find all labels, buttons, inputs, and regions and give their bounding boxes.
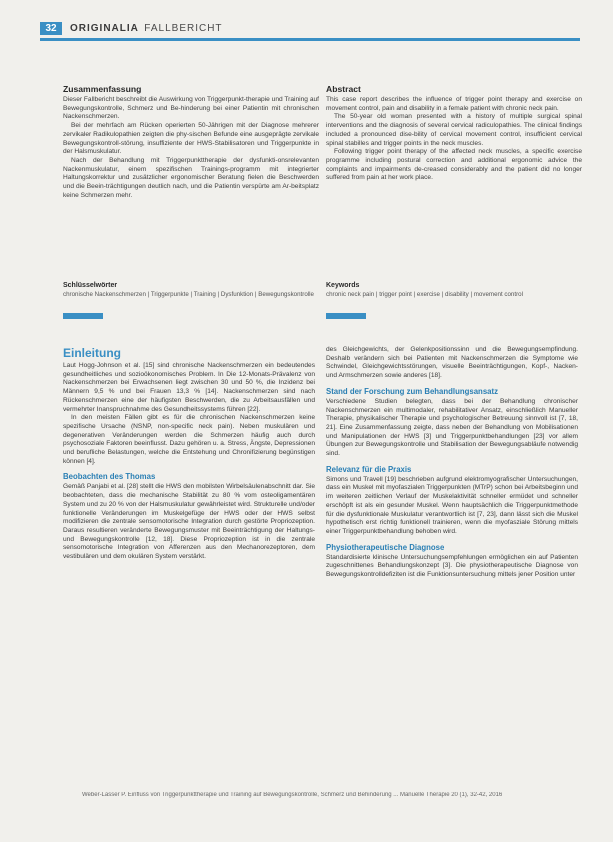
keywords-english [326, 282, 582, 300]
body-left-column [63, 346, 315, 562]
abstract-de-paragraph: Bei der mehrfach am Rücken operierten 50-Jährigen mit der Diagnose mehrerer zervikaler Radikulopathien zeigten die phy-sischen Befunde eine ausgeprägte zervikale Bewegungskontroll-störung, insuffiziente der HWS-Stabilisatoren und Triggerpunkte in der Halsmuskulatur. [63, 122, 319, 156]
body-paragraph: Gemäß Panjabi et al. [28] stellt die HWS den mobilsten Wirbelsäulenabschnitt dar. Sie beobachteten, dass die mechanische Stabilität zu 80 % vom osteoligamentären System und zu 20 % von der Halsmuskulatur gewährleistet wird. Strukturelle und/oder funktionelle Veränderungen im Muskelgefüge der HWS oder der HWS selbst modifizieren die zentrale sensomotorische Integration durch gestörte Propriozeption. Daraus resultieren veränderte Bewegungsmuster mit Beeinträchtigung der Haltungs- und Bewegungskontrolle [12, 18]. Diese Propriozeption ist in die zentrale sensomotorische Integration von Afferenzen aus den Mechanorezeptoren, dem vestibulären und dem okulären System verstärkt. [63, 483, 315, 561]
abstract-de-paragraph: Nach der Behandlung mit Triggerpunkttherapie der dysfunkti-onsrelevanten Nackenmuskulatur, einem spezifischen Trainings-programm mit integrierter Haltungskorrektur und zusätzlicher ergonomischer Beratung fielen die Beschwerden und die Beein-trächtigungen deutlich nach, und die Patientin verspürte am Ar-beitsplatz keine Schmerzen mehr. [63, 156, 319, 199]
body-paragraph: Laut Hogg-Johnson et al. [15] sind chronische Nackenschmerzen ein bedeutendes gesundheitliches und sozioökonomisches Problem. In Die 12-Monats-Prävalenz von Nackenschmerzen bei Erwachsenen liegt zwischen 30 und 50 %, die Inzidenz bei Männern 9,5 % und bei Frauen 13,3 % [14]. Nackenschmerzen sind nach Rückenschmerzen eine der häufigsten Beschwerden, die zu Arbeitsausfällen und vermehrter Inanspruchnahme des Gesundheitssystems führen [22]. [63, 362, 315, 413]
section-name: ORIGINALIA [70, 23, 139, 34]
separator-bar [326, 313, 366, 319]
section-label [70, 23, 223, 34]
body-paragraph: Simons und Travell [19] beschrieben aufgrund elektromyografischer Untersuchungen, dass ein Muskel mit myofaszialen Triggerpunkten (MTrP) schon bei Arbeitsbeginn und im weiteren zeitlichen Verlauf der Muskelaktivität schneller ermüdet und schneller erschöpft ist als ein gesunder Muskel. Wenn hauptsächlich die Triggerpunktmethode für die dysfunktionale Muskulatur verantwortlich ist [7, 23], dann lässt sich die Muskel hypothetisch erst richtig funktionell trainieren, wenn die myofasziale Störung mittels einer Triggerpunktbehandlung behoben wird. [326, 475, 578, 535]
keywords-en-heading: Keywords [326, 282, 360, 289]
section-heading: Stand der Forschung zum Behandlungsansatz [326, 386, 498, 396]
section-heading: Beobachten des Thomas [63, 472, 156, 482]
page-number: 32 [40, 22, 62, 35]
section-heading: Physiotherapeutische Diagnose [326, 542, 445, 552]
body-right-column [326, 346, 578, 580]
abstract-de-paragraph: Dieser Fallbericht beschreibt die Auswirkung von Triggerpunkt-therapie und Training auf Bewegungskontrolle, Schmerz und Be-hinderung bei einer Patientin mit chronischen Nackenschmerzen. [63, 96, 319, 121]
introduction-heading: Einleitung [63, 346, 121, 360]
abstract-en-paragraph: This case report describes the influence of trigger point therapy and exercise on movement control, pain and disability in a female patient with chronic neck pain. [326, 96, 582, 112]
subsection-name: FALLBERICHT [144, 23, 223, 34]
section-heading: Relevanz für die Praxis [326, 464, 412, 474]
page-header [40, 22, 580, 41]
body-paragraph: Verschiedene Studien belegten, dass bei der Behandlung chronischer Nackenschmerzen ein multimodaler, rehabilitativer Ansatz, einschließlich Manueller Therapie, physikalischer Therapie und psychologischer Betreuung sinnvoll ist [7, 18, 21]. Eine Zusammenfassung zeigte, dass neben der Behandlung von Mobilisationen und Manipulationen der HWS [3] und Triggerpunktbehandlungen [23] vor allem Übungen zur Bewegungskontrolle und Stabilisation der Bewegungsabläufe notwendig sind. [326, 397, 578, 458]
body-paragraph: In den meisten Fällen gibt es für die chronischen Nackenschmerzen keine spezifische Ursache (NSNP, non-specific neck pain). Neben muskulären und degenerativen Veränderungen werden die Schmerzen häufig auch durch psychosoziale Faktoren beeinflusst. Dazu gehören u. a. Stress, Ängste, Depressionen und berufliche Belastungen, welche die Entstehung und Chronifizierung begünstigen können [4]. [63, 414, 315, 465]
page-footer: Weber-Lasser P. Einfluss von Triggerpunkttherapie und Training auf Bewegungskontrolle, Schmerz und Behinderung ... Manuelle Therapie 20 (1), 32-42, 2016 [82, 792, 503, 798]
keywords-en-list: chronic neck pain | trigger point | exercise | disability | movement control [326, 291, 523, 298]
abstract-en-paragraph: The 50-year old woman presented with a history of multiple surgical spinal interventions and the diagnosis of several cervical radiculopathies. The clinical findings included a pronounced dise-bility of cervical movement control, insufficient cervical spinal stabilles and trigger points in the neck muscles. [326, 113, 582, 147]
separator-bar [63, 313, 103, 319]
abstract-en-paragraph: Following trigger point therapy of the affected neck muscles, a specific exercise programme including postural correction and additional ergonomic advice the complaints and impairments de-creased considerably and the patient did no longer suffered from pain at her work place. [326, 148, 582, 182]
abstract-en-heading: Abstract [326, 84, 361, 94]
abstract-english [326, 84, 582, 183]
abstract-de-heading: Zusammenfassung [63, 84, 142, 94]
body-paragraph: Standardisierte klinische Untersuchungsempfehlungen ermöglichen ein auf Patienten zugeschnittenes Behandlungskonzept [3]. Die physiotherapeutische Diagnose von Bewegungskontrolldefiziten ist die Funktionsuntersuchung mittels jener Position unter [326, 553, 578, 579]
keywords-german [63, 282, 319, 300]
abstract-german [63, 84, 319, 200]
body-paragraph: des Gleichgewichts, der Gelenkpositionssinn und die Bewegungsempfindung. Deshalb verändern sich bei Patienten mit Nackenschmerzen die Symptome wie Schwindel, Gleichgewichtsstörungen, visuelle Beeinträchtigungen, Kopf-, Nacken- und Armschmerzen sowie anderes [18]. [326, 346, 578, 380]
keywords-de-list: chronische Nackenschmerzen | Triggerpunkte | Training | Dysfunktion | Bewegungskontrolle [63, 291, 314, 298]
keywords-de-heading: Schlüsselwörter [63, 282, 118, 289]
